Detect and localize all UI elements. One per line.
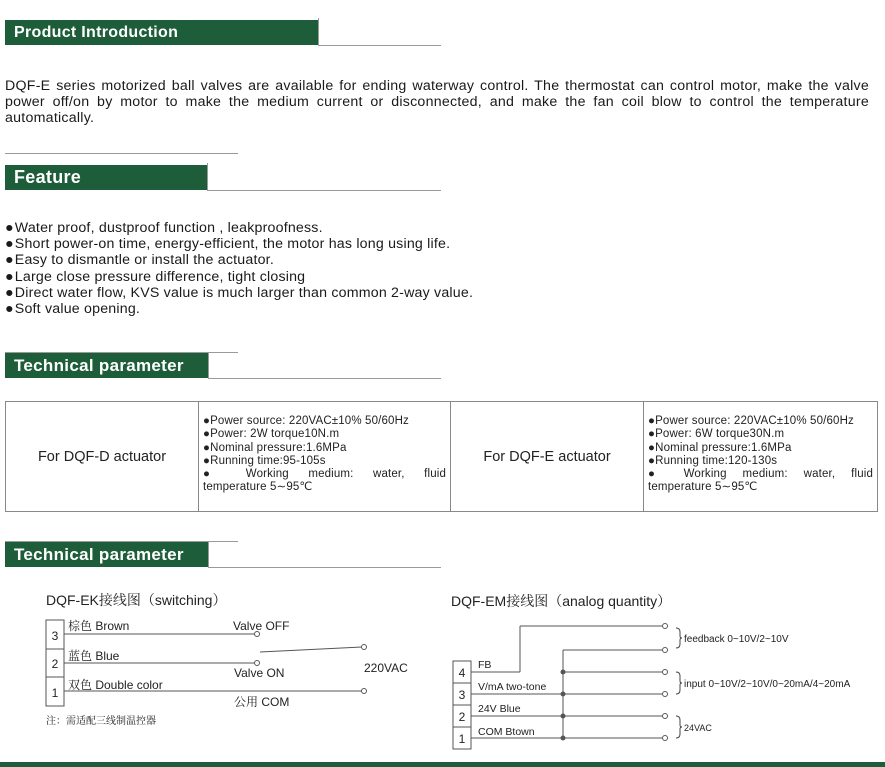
feedback-label: feedback 0~10V/2~10V — [684, 634, 789, 645]
ek-wire-label: 双色 Double color — [68, 678, 163, 692]
valve-on-label: Valve ON — [234, 666, 285, 680]
spec-item: ● Nominal pressure:1.6MPa — [648, 442, 873, 455]
spec-item: ● Power source: 220VAC±10% 50/60Hz — [203, 415, 446, 428]
section-title: Product Introduction — [14, 23, 179, 41]
ek-terminal-number: 2 — [51, 657, 59, 671]
em-wire-label: V/mA two-tone — [478, 681, 547, 693]
em-wire-label: FB — [478, 659, 492, 671]
vac-label: 24VAC — [684, 723, 712, 733]
em-wire-label: 24V Blue — [478, 703, 521, 715]
list-item: ● Short power-on time, energy-efficient, the motor has long using life. — [5, 236, 473, 252]
em-terminal-number: 3 — [458, 688, 466, 702]
spec-item: ● Working medium: water, fluid — [203, 468, 446, 481]
list-item: ● Direct water flow, KVS value is much larger than common 2-way value. — [5, 285, 473, 301]
spec-item: ● Nominal pressure:1.6MPa — [203, 442, 446, 455]
em-terminal-number: 4 — [458, 666, 466, 680]
ek-wire-label: 棕色 Brown — [68, 619, 130, 633]
ek-title: DQF-EK接线图（switching） — [46, 592, 227, 608]
section-title: Technical parameter — [14, 544, 184, 564]
em-wire-label: COM Btown — [478, 726, 535, 738]
spec-item: ● Running time:120-130s — [648, 455, 873, 468]
list-item: ● Easy to dismantle or install the actuator. — [5, 252, 473, 268]
list-item: ● Large close pressure difference, tight closing — [5, 269, 473, 285]
voltage-label: 220VAC — [364, 661, 408, 675]
em-terminal-number: 1 — [458, 732, 466, 746]
actuator-name: For DQF-E actuator — [483, 448, 611, 465]
ek-terminal-number: 3 — [51, 629, 59, 643]
actuator-name: For DQF-D actuator — [37, 448, 167, 465]
footer-bar — [0, 762, 885, 767]
ek-wire-label: 蓝色 Blue — [68, 649, 120, 663]
spec-item: ● Power source: 220VAC±10% 50/60Hz — [648, 415, 873, 428]
em-brackets — [676, 628, 682, 738]
spec-item: ● Running time:95-105s — [203, 455, 446, 468]
ek-note: 注：需适配三线制温控器 — [46, 716, 156, 727]
com-label: 公用 COM — [234, 695, 290, 709]
section-title: Feature — [14, 167, 82, 187]
spec-item: temperature 5∼95℃ — [648, 481, 758, 494]
product-description: DQF-E series motorized ball valves are available for ending waterway control. The thermostat can control motor, make the valve power off/on by motor to make the medium current or disconnected, and make the fan coil blow to control the temperature automatically. — [5, 78, 869, 126]
ek-terminal-number: 1 — [51, 686, 59, 700]
input-label: input 0~10V/2~10V/0~20mA/4~20mA — [684, 679, 851, 690]
valve-off-label: Valve OFF — [233, 619, 290, 633]
spec-item: ● Power: 6W torque30N.m — [648, 428, 873, 441]
list-item: ● Water proof, dustproof function , leakproofness. — [5, 220, 473, 236]
em-terminal-number: 2 — [458, 710, 466, 724]
spec-item: ● Power: 2W torque10N.m — [203, 428, 446, 441]
spec-item: ● Working medium: water, fluid — [648, 468, 873, 481]
section-title: Technical parameter — [14, 355, 184, 375]
list-item: ● Soft value opening. — [5, 301, 473, 317]
em-title: DQF-EM接线图（analog quantity） — [451, 593, 672, 609]
spec-item: temperature 5∼95℃ — [203, 481, 313, 494]
